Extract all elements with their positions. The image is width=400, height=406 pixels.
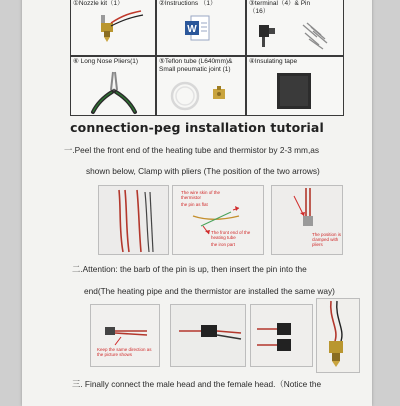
step2-text-line1: 二.Attention: the barb of the pin is up, then insert the pin into the [72, 264, 307, 274]
photo-note-clamp-position: The position is clamped with pliers [312, 232, 342, 247]
step2-text-line2: end(The heating pipe and the thermistor are installed the same way) [84, 286, 335, 296]
tutorial-title: connection-peg installation tutorial [70, 120, 324, 135]
kit-item-insulating-tape [246, 56, 344, 116]
step2-photo-2 [170, 304, 246, 367]
step1-text-line2: shown below, Clamp with pliers (The position of the two arrows) [86, 166, 320, 176]
kit-item-label: ⑤Teflon tube (L640mm)& Small pneumatic joint (1) [159, 58, 233, 73]
kit-item-pliers [70, 56, 156, 116]
photo-note-wire-skin: The wire skin of the thermistor [181, 190, 221, 200]
step1-photo-2 [172, 185, 264, 255]
kit-item-nozzle [70, 0, 156, 56]
kit-item-label: ②Instructions （1） [159, 0, 217, 7]
kit-item-label: ③terminal（4）& Pin （16） [249, 0, 311, 15]
step1-photo-3 [271, 185, 343, 255]
nozzle-kit-image [71, 9, 155, 55]
photo-note-same-direction: Keep the same direction as the picture shows [97, 347, 152, 357]
terminal-pin-image [247, 19, 343, 55]
photo-note-pin-flat: the pin as flat [181, 202, 208, 207]
photo-note-heating-tube-end: The front end of the heating tube [211, 230, 251, 240]
step2-photo-1 [90, 304, 160, 367]
step2-photo-3 [250, 304, 313, 367]
instruction-sheet [22, 0, 372, 406]
step1-photo-1 [98, 185, 169, 255]
pliers-image [71, 68, 155, 116]
kit-item-teflon-tube [156, 56, 246, 116]
kit-item-label: ④Insulating tape [249, 58, 298, 65]
insulating-tape-image [247, 67, 343, 115]
kit-item-terminal-pins [246, 0, 344, 56]
kit-item-instructions [156, 0, 246, 56]
step2-photo-4 [316, 298, 360, 373]
teflon-tube-image [157, 76, 245, 116]
step1-text-line1: 一.Peel the front end of the heating tube and thermistor by 2-3 mm,as [64, 145, 320, 155]
kit-item-label: ①Nozzle kit（1） [73, 0, 124, 7]
photo-note-iron-part: the iron part [211, 242, 236, 247]
svg-text:W: W [187, 24, 197, 35]
kit-item-label: ⑥ Long Nose Pliers(1) [73, 58, 139, 65]
step3-text-line1: 三. Finally connect the male head and the female head.（Notice the [72, 379, 322, 389]
word-document-icon [183, 13, 213, 43]
